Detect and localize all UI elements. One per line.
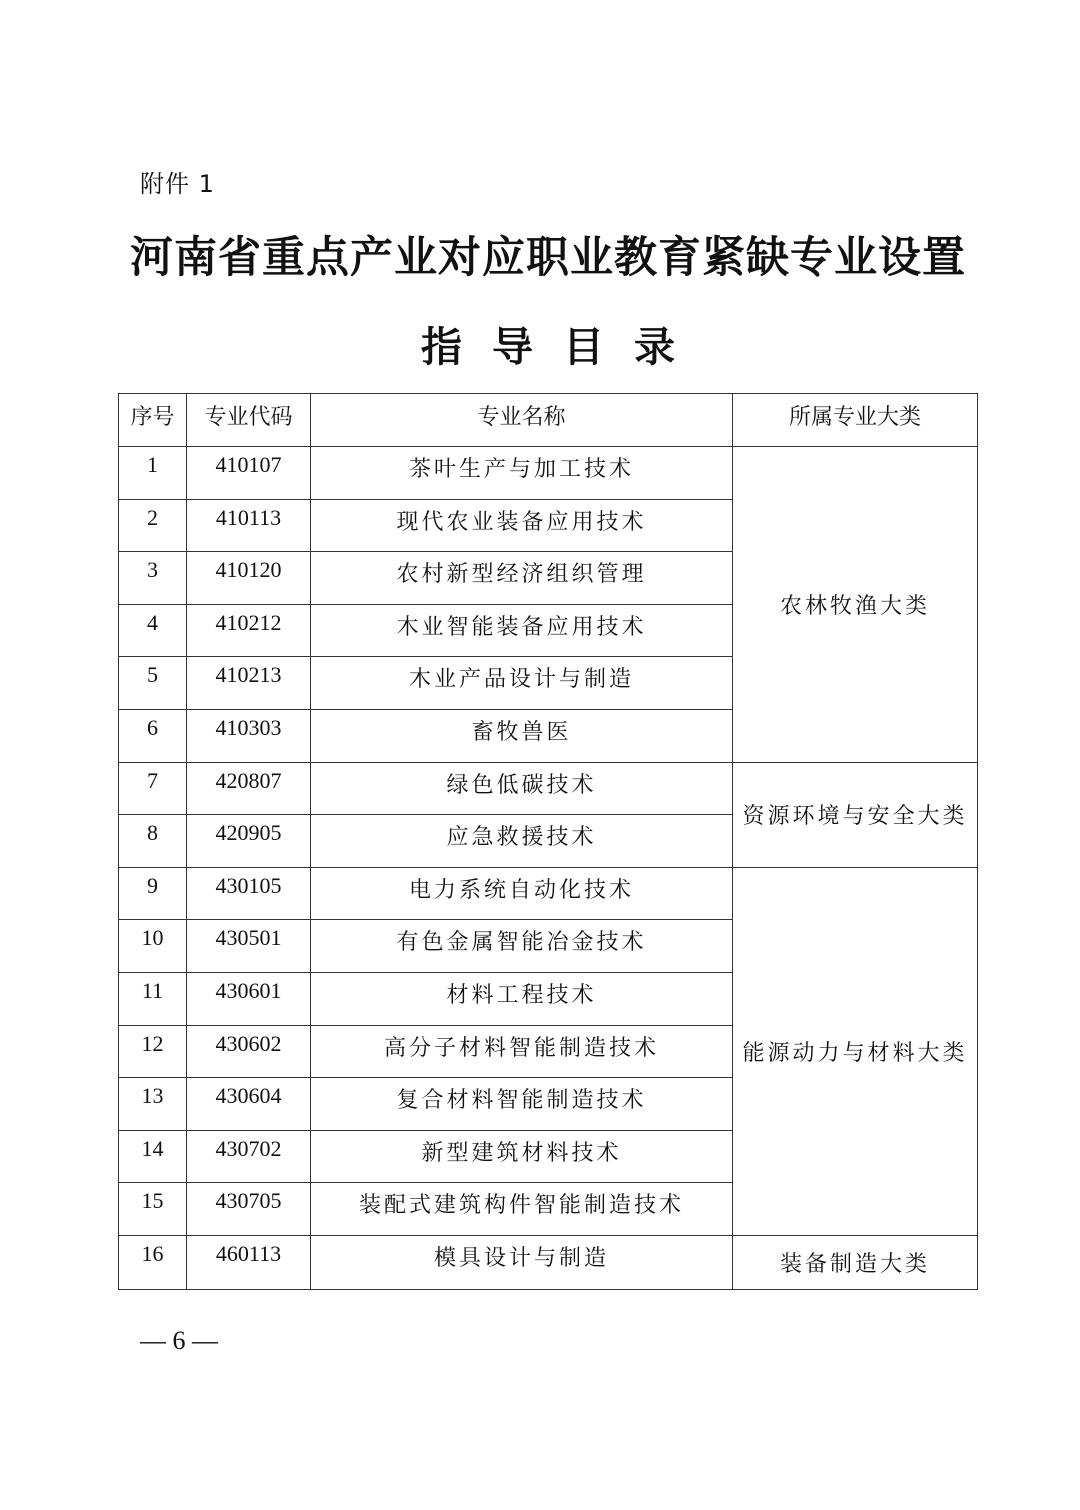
- category-cell: 能源动力与材料大类: [733, 867, 978, 1235]
- major-name: 农村新型经济组织管理: [311, 552, 733, 605]
- table-row: [119, 762, 978, 815]
- major-catalog-table: [118, 393, 978, 1290]
- major-name: 现代农业装备应用技术: [311, 499, 733, 552]
- column-header-name: 专业名称: [311, 394, 733, 447]
- column-header-no: 序号: [119, 394, 187, 447]
- major-code: 420905: [187, 815, 311, 868]
- row-number: 16: [119, 1235, 187, 1289]
- major-name: 新型建筑材料技术: [311, 1130, 733, 1183]
- category-cell: 装备制造大类: [733, 1235, 978, 1289]
- row-number: 4: [119, 604, 187, 657]
- column-header-category: 所属专业大类: [733, 394, 978, 447]
- table-header-row: [119, 394, 978, 447]
- row-number: 7: [119, 762, 187, 815]
- category-cell: 农林牧渔大类: [733, 447, 978, 763]
- row-number: 6: [119, 709, 187, 762]
- document-title: 河南省重点产业对应职业教育紧缺专业设置: [130, 233, 966, 283]
- row-number: 5: [119, 657, 187, 710]
- major-name: 有色金属智能冶金技术: [311, 920, 733, 973]
- row-number: 12: [119, 1025, 187, 1078]
- row-number: 14: [119, 1130, 187, 1183]
- major-code: 430601: [187, 972, 311, 1025]
- major-code: 410120: [187, 552, 311, 605]
- major-code: 460113: [187, 1235, 311, 1289]
- row-number: 15: [119, 1183, 187, 1236]
- table-row: [119, 447, 978, 500]
- major-code: 410113: [187, 499, 311, 552]
- major-name: 电力系统自动化技术: [311, 867, 733, 920]
- major-name: 复合材料智能制造技术: [311, 1078, 733, 1131]
- major-code: 410212: [187, 604, 311, 657]
- major-name: 木业产品设计与制造: [311, 657, 733, 710]
- row-number: 10: [119, 920, 187, 973]
- row-number: 8: [119, 815, 187, 868]
- table-row: [119, 1235, 978, 1289]
- major-code: 430604: [187, 1078, 311, 1131]
- major-code: 430501: [187, 920, 311, 973]
- major-name: 畜牧兽医: [311, 709, 733, 762]
- column-header-code: 专业代码: [187, 394, 311, 447]
- attachment-label: 附件 1: [140, 170, 215, 198]
- major-code: 430705: [187, 1183, 311, 1236]
- row-number: 13: [119, 1078, 187, 1131]
- row-number: 1: [119, 447, 187, 500]
- table-row: [119, 867, 978, 920]
- row-number: 11: [119, 972, 187, 1025]
- major-code: 410213: [187, 657, 311, 710]
- row-number: 3: [119, 552, 187, 605]
- major-name: 应急救援技术: [311, 815, 733, 868]
- major-code: 430602: [187, 1025, 311, 1078]
- major-name: 木业智能装备应用技术: [311, 604, 733, 657]
- page-number: — 6 —: [140, 1326, 218, 1355]
- category-cell: 资源环境与安全大类: [733, 762, 978, 867]
- major-name: 茶叶生产与加工技术: [311, 447, 733, 500]
- major-code: 430105: [187, 867, 311, 920]
- major-name: 模具设计与制造: [311, 1235, 733, 1289]
- major-code: 410107: [187, 447, 311, 500]
- row-number: 9: [119, 867, 187, 920]
- major-name: 装配式建筑构件智能制造技术: [311, 1183, 733, 1236]
- major-name: 高分子材料智能制造技术: [311, 1025, 733, 1078]
- major-code: 410303: [187, 709, 311, 762]
- major-code: 420807: [187, 762, 311, 815]
- major-name: 材料工程技术: [311, 972, 733, 1025]
- document-subtitle: 指导目录: [421, 323, 705, 371]
- major-code: 430702: [187, 1130, 311, 1183]
- major-name: 绿色低碳技术: [311, 762, 733, 815]
- row-number: 2: [119, 499, 187, 552]
